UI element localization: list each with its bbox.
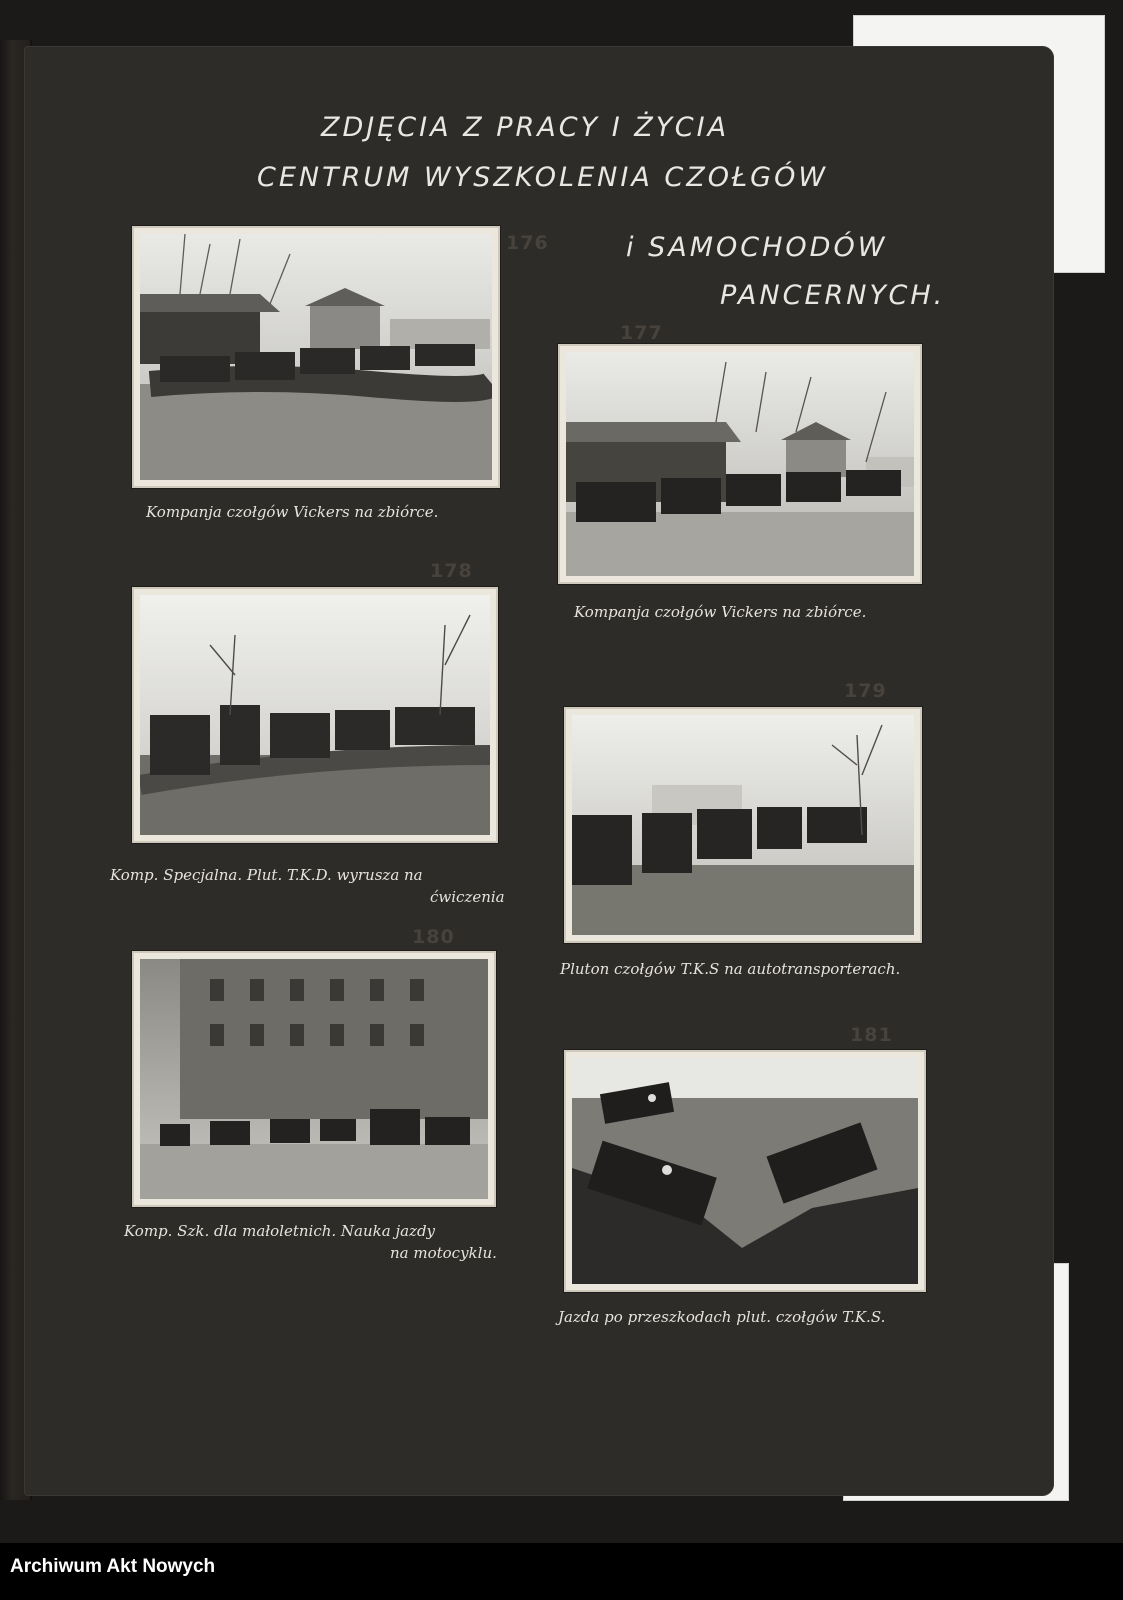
photo-number: 179 [844, 680, 887, 702]
photo-motorcycle-training [132, 951, 496, 1207]
title-line-1: ZDJĘCIA Z PRACY I ŻYCIA [321, 112, 730, 143]
archive-label: Archiwum Akt Nowych [10, 1556, 216, 1577]
photo-tkd-platoon [132, 587, 498, 843]
photo-image [572, 1058, 918, 1284]
photo-number: 176 [506, 232, 549, 254]
photo-caption: Komp. Specjalna. Plut. T.K.D. wyrusza na [110, 866, 423, 884]
photo-tks-autotransporters [564, 707, 922, 943]
photo-number: 177 [620, 322, 663, 344]
archive-footer [0, 1543, 1123, 1600]
album-page [24, 46, 1054, 1496]
photo-image [140, 595, 490, 835]
photo-image [566, 352, 914, 576]
photo-tank-company-1 [132, 226, 500, 488]
photo-image [572, 715, 914, 935]
photo-obstacle-driving [564, 1050, 926, 1292]
photo-caption: Kompanja czołgów Vickers na zbiórce. [574, 603, 867, 621]
photo-image [140, 959, 488, 1199]
title-line-3: i SAMOCHODÓW [626, 232, 888, 263]
photo-caption-line-2: na motocyklu. [390, 1244, 497, 1262]
photo-caption: Komp. Szk. dla małoletnich. Nauka jazdy [124, 1222, 436, 1240]
photo-image [140, 234, 492, 480]
photo-number: 181 [850, 1024, 893, 1046]
photo-caption: Kompanja czołgów Vickers na zbiórce. [146, 503, 439, 521]
title-line-4: PANCERNYCH. [720, 280, 946, 311]
photo-tank-company-2 [558, 344, 922, 584]
photo-number: 178 [430, 560, 473, 582]
photo-number: 180 [412, 926, 455, 948]
photo-caption-line-2: ćwiczenia [430, 888, 505, 906]
photo-caption: Pluton czołgów T.K.S na autotransporterach. [560, 960, 901, 978]
photo-caption: Jazda po przeszkodach plut. czołgów T.K.S. [558, 1308, 886, 1326]
title-line-2: CENTRUM WYSZKOLENIA CZOŁGÓW [257, 162, 829, 193]
